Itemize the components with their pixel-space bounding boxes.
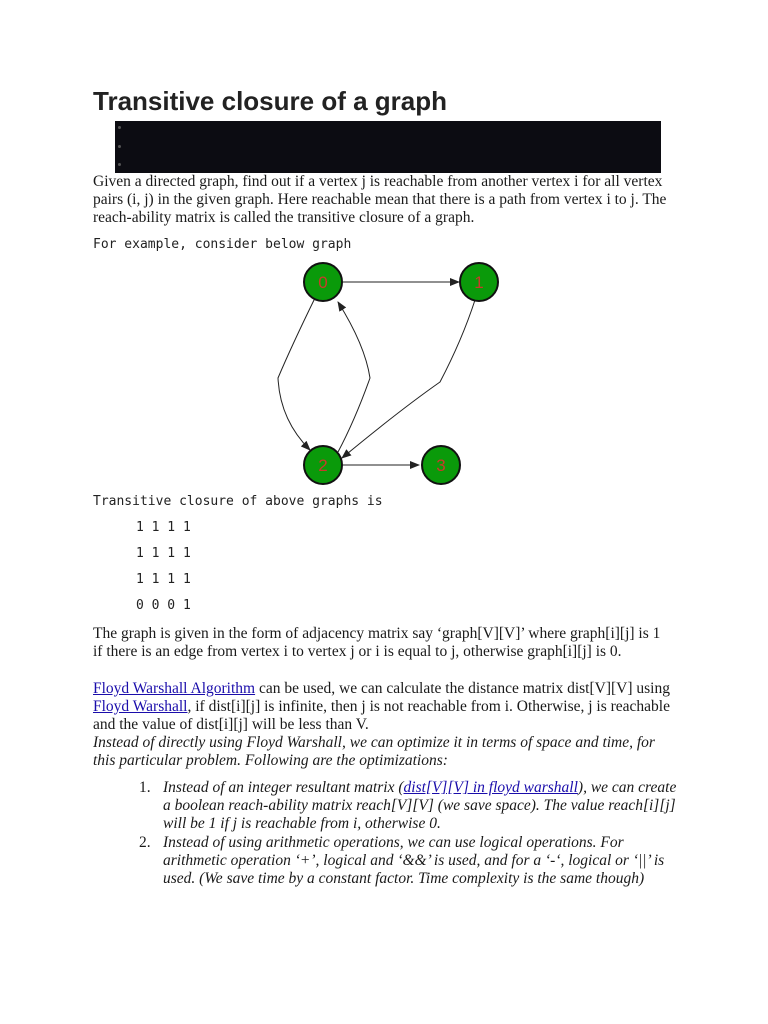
- floyd-text-1: can be used, we can calculate the distance matrix dist[V][V] using: [255, 680, 670, 697]
- list-item: [139, 833, 683, 889]
- floyd-paragraph: [93, 680, 673, 735]
- opt2-text: Instead of using arithmetic operations, we can use logical operations. For arithmetic operation ‘+’, logical and ‘&&’ is used, and for a ‘-‘, logical or ‘||’ is used. (We save time by a constant factor. Time complexity is the same though): [163, 833, 665, 888]
- matrix-row: 0 0 0 1: [136, 598, 191, 613]
- node-2: [304, 446, 342, 484]
- optimization-intro: Instead of directly using Floyd Warshall, we can optimize it in terms of space and time, for this particular problem. Following are the optimizations:: [93, 734, 655, 770]
- edge-1-2: [342, 300, 475, 458]
- matrix-row: 1 1 1 1: [136, 546, 191, 561]
- edge-0-2: [278, 298, 315, 450]
- floyd-text-2: , if dist[i][j] is infinite, then j is not reachable from i. Otherwise, j is reachable and the value of dist[i][j] will be less than V.: [93, 698, 670, 734]
- example-label: For example, consider below graph: [93, 237, 352, 252]
- opt1-text-pre: Instead of an integer resultant matrix (: [163, 779, 404, 796]
- adjacency-paragraph: The graph is given in the form of adjacency matrix say ‘graph[V][V]’ where graph[i][j] is 1 if there is an edge from vertex i to vertex j or i is equal to j, otherwise graph[i][j] is 0.: [93, 625, 661, 661]
- matrix-row: 1 1 1 1: [136, 520, 191, 535]
- optimization-list: [93, 779, 683, 888]
- intro-paragraph: Given a directed graph, find out if a vertex j is reachable from another vertex i for all vertex pairs (i, j) in the given graph. Here reachable mean that there is a path from vertex i to j. The reach-ability matrix is called the transitive closure of a graph.: [93, 173, 667, 227]
- node-label: 2: [318, 456, 328, 475]
- list-item: [139, 779, 683, 834]
- list-number: 2.: [139, 833, 151, 851]
- node-label: 3: [436, 456, 446, 475]
- node-0: [304, 263, 342, 301]
- node-1: [460, 263, 498, 301]
- node-label: 0: [318, 273, 328, 292]
- list-number: 1.: [139, 779, 151, 796]
- closure-label: Transitive closure of above graphs is: [93, 494, 383, 509]
- opt1-text-post: ), we can create a boolean reach-ability matrix reach[V][V] (we save space). The value reach[i][j] will be 1 if j is reachable from i, otherwise 0.: [163, 779, 677, 833]
- dist-floyd-warshall-link[interactable]: dist[V][V] in floyd warshall: [403, 779, 578, 796]
- matrix-row: 1 1 1 1: [136, 572, 191, 587]
- node-3: [422, 446, 460, 484]
- floyd-warshall-algorithm-link[interactable]: Floyd Warshall Algorithm: [93, 680, 256, 697]
- floyd-warshall-link[interactable]: Floyd Warshall: [93, 698, 188, 716]
- node-label: 1: [474, 273, 484, 292]
- page-title: Transitive closure of a graph: [93, 86, 447, 116]
- edge-2-0: [338, 302, 370, 452]
